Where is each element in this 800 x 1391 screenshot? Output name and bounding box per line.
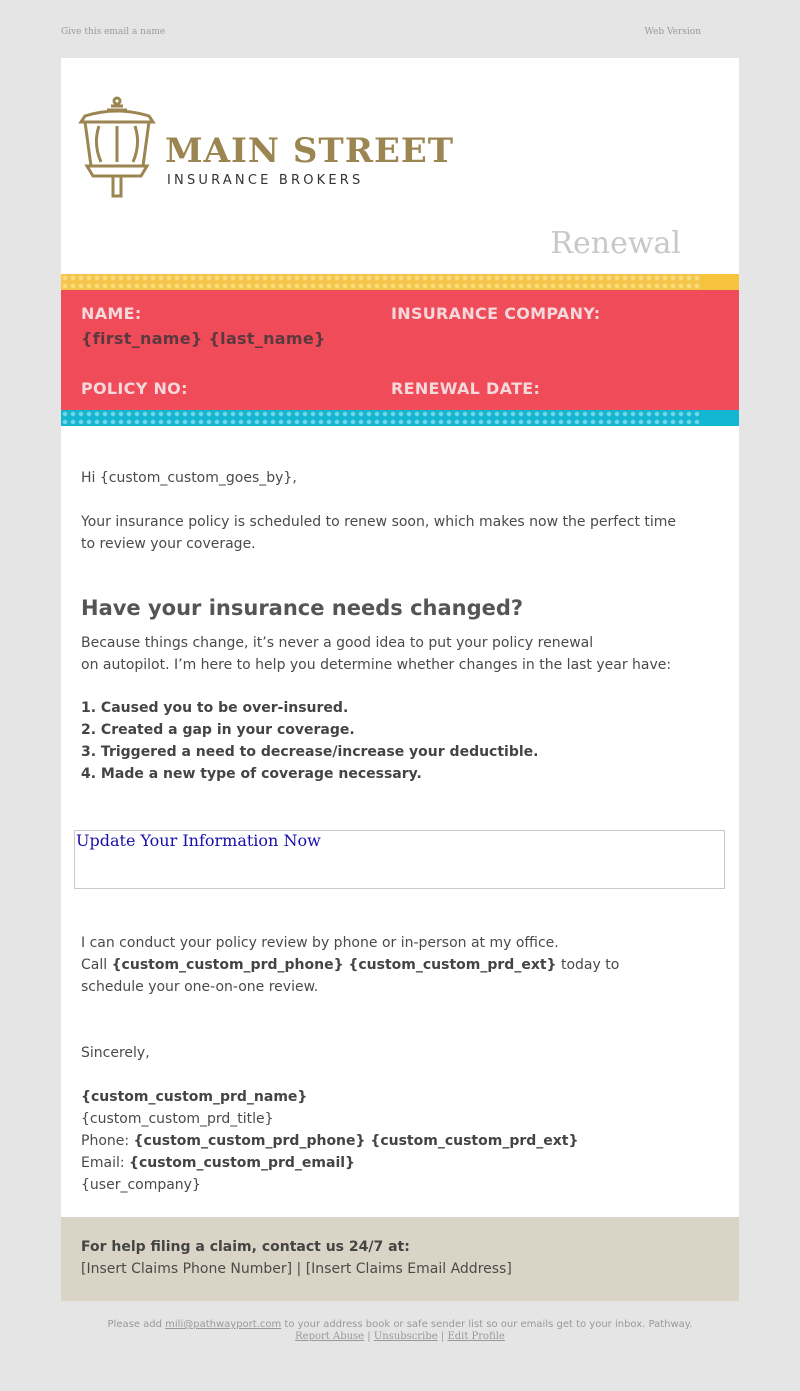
call-phone: {custom_custom_prd_phone} {custom_custom_prd_ext}: [111, 957, 557, 973]
section-paragraph: [81, 632, 671, 676]
separator: |: [364, 1331, 374, 1342]
section-headline: Have your insurance needs changed?: [81, 596, 524, 620]
signer-company: {user_company}: [81, 1177, 201, 1193]
signer-title: {custom_custom_prd_title}: [81, 1111, 274, 1127]
intro-paragraph: [81, 511, 676, 555]
signature-block: [81, 1042, 578, 1196]
call-suffix: today to: [556, 957, 620, 973]
list-item: 3. Triggered a need to decrease/increase your deductible.: [81, 744, 539, 760]
intro-line: to review your coverage.: [81, 536, 256, 552]
insurance-company-label: INSURANCE COMPANY:: [391, 304, 601, 323]
claims-footer: [61, 1217, 739, 1301]
legal-links: [0, 1331, 800, 1343]
claims-contacts: [Insert Claims Phone Number] | [Insert Claims Email Address]: [81, 1261, 512, 1277]
legal-suffix: to your address book or safe sender list so our emails get to your inbox. Pathway.: [281, 1319, 693, 1330]
email-card: [61, 58, 739, 1301]
signer-name: {custom_custom_prd_name}: [81, 1089, 308, 1105]
policy-banner: [61, 290, 739, 410]
name-label: NAME:: [81, 304, 142, 323]
review-call-line: [81, 954, 619, 976]
web-version-link[interactable]: Web Version: [644, 27, 701, 37]
name-value: {first_name} {last_name}: [81, 329, 326, 348]
brand-logo[interactable]: [77, 96, 455, 200]
brand-tagline: INSURANCE BROKERS: [167, 173, 364, 188]
list-item: 2. Created a gap in your coverage.: [81, 722, 355, 738]
signer-phone: [81, 1130, 578, 1152]
safe-sender-note: [0, 1319, 800, 1331]
email-value: {custom_custom_prd_email}: [129, 1155, 356, 1171]
email-label: Email:: [81, 1155, 130, 1171]
report-abuse-link[interactable]: Report Abuse: [295, 1331, 365, 1342]
policy-number-label: POLICY NO:: [81, 379, 188, 398]
brand-name: MAIN STREET: [165, 131, 455, 171]
preheader: [61, 27, 701, 37]
phone-value: {custom_custom_prd_phone} {custom_custom_prd_ext}: [133, 1133, 579, 1149]
email-title: Renewal: [550, 226, 681, 261]
separator: |: [437, 1331, 448, 1342]
call-prefix: Call: [81, 957, 112, 973]
preheader-title: Give this email a name: [61, 27, 166, 37]
unsubscribe-link[interactable]: Unsubscribe: [373, 1331, 438, 1342]
decorative-stripe-yellow: [61, 274, 739, 290]
greeting: Hi {custom_custom_goes_by},: [81, 470, 297, 486]
claims-help-heading: For help filing a claim, contact us 24/7 at:: [81, 1239, 410, 1255]
decorative-stripe-blue: [61, 410, 739, 426]
paragraph-line: Because things change, it’s never a good idea to put your policy renewal: [81, 635, 594, 651]
phone-label: Phone:: [81, 1133, 134, 1149]
renewal-date-label: RENEWAL DATE:: [391, 379, 541, 398]
update-information-link[interactable]: Update Your Information Now: [76, 831, 321, 850]
signer-email: [81, 1152, 578, 1174]
review-paragraph: [81, 932, 619, 998]
lantern-icon: [81, 98, 153, 196]
intro-line: Your insurance policy is scheduled to renew soon, which makes now the perfect time: [81, 514, 677, 530]
review-line: schedule your one-on-one review.: [81, 979, 319, 995]
paragraph-line: on autopilot. I’m here to help you determine whether changes in the last year have:: [81, 657, 672, 673]
edit-profile-link[interactable]: Edit Profile: [447, 1331, 505, 1342]
update-info-box: [74, 830, 725, 889]
closing: Sincerely,: [81, 1045, 150, 1061]
legal-footer: [0, 1319, 800, 1343]
sender-email-link[interactable]: mili@pathwayport.com: [165, 1319, 282, 1330]
list-item: 4. Made a new type of coverage necessary.: [81, 766, 422, 782]
legal-prefix: Please add: [107, 1319, 166, 1330]
review-line: I can conduct your policy review by phone or in-person at my office.: [81, 935, 559, 951]
list-item: 1. Caused you to be over-insured.: [81, 700, 349, 716]
